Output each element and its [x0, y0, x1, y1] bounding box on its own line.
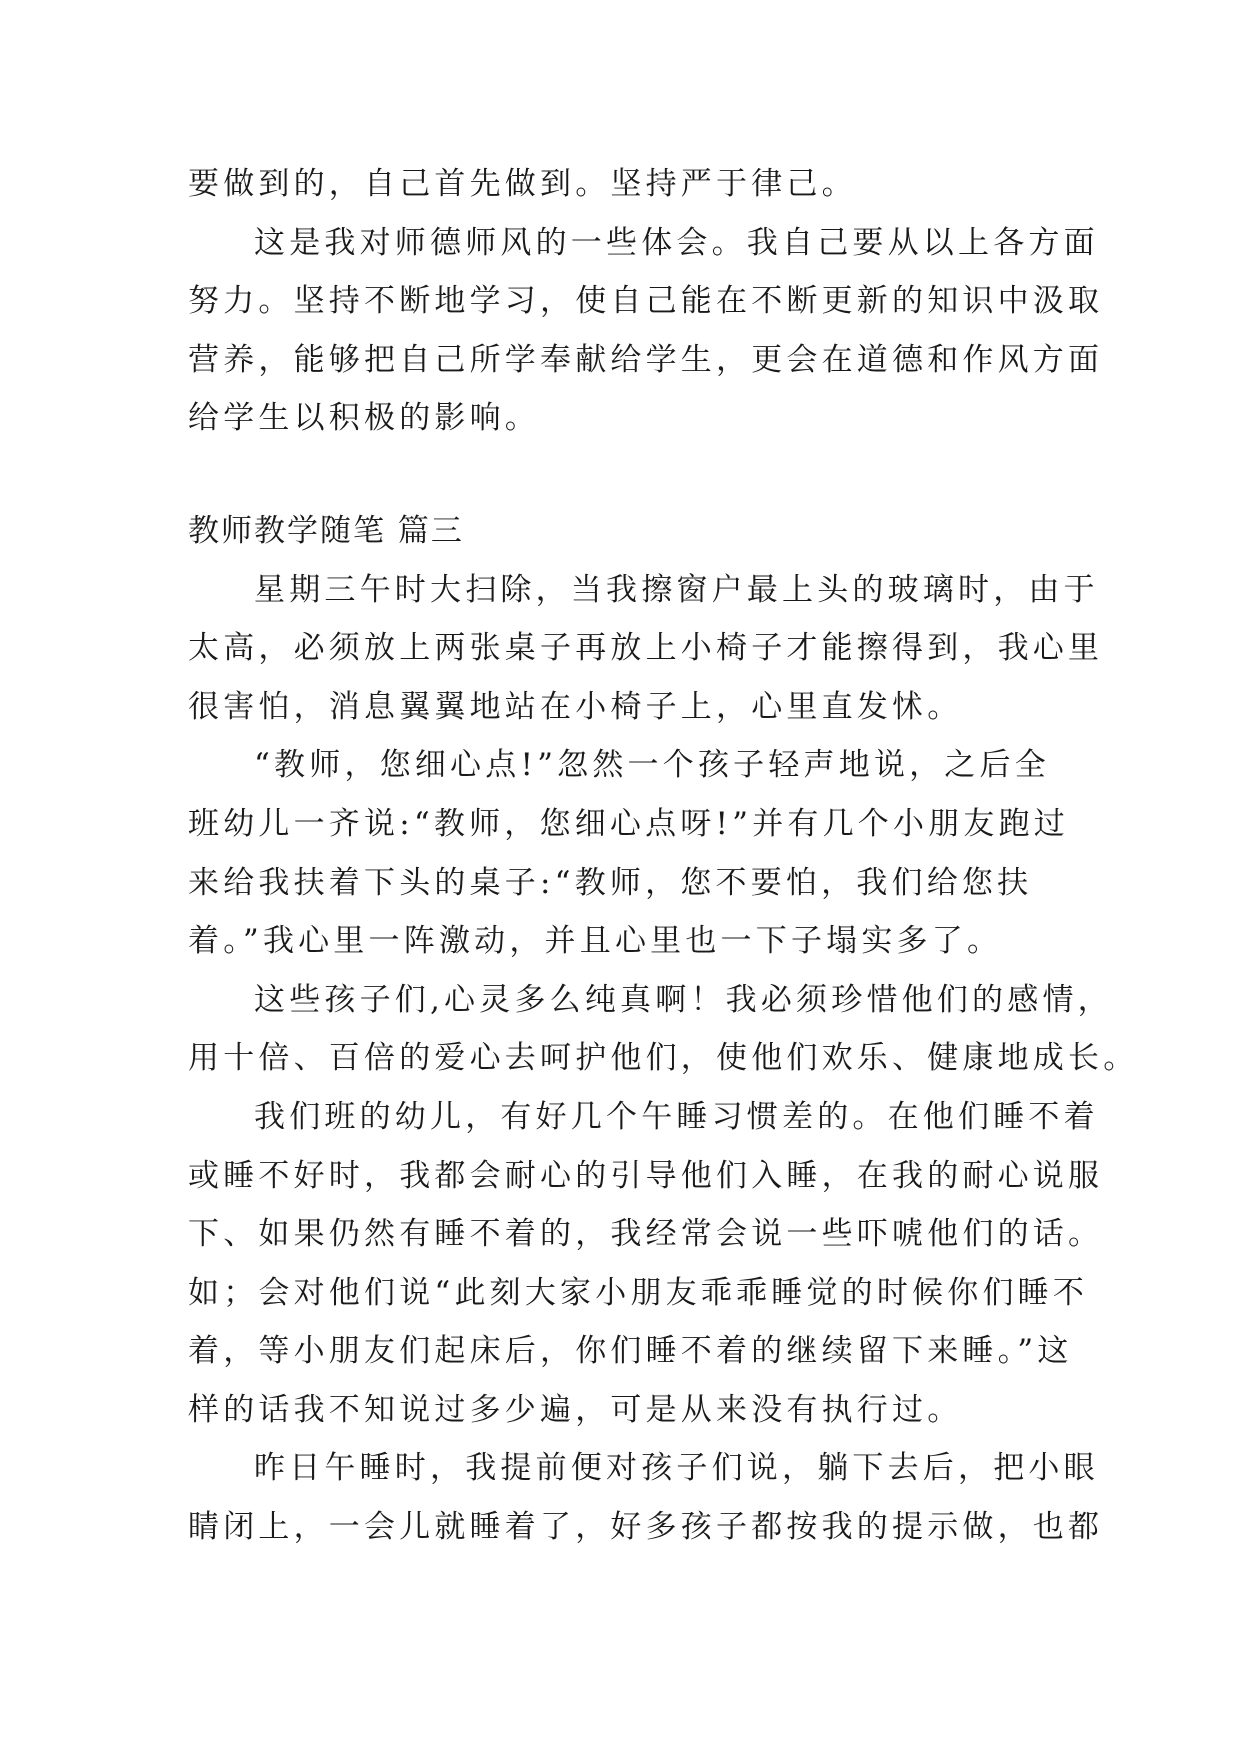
document-body: [188, 155, 1139, 1557]
text-line: 努力。坚持不断地学习，使自己能在不断更新的知识中汲取: [188, 283, 1104, 320]
text-line: 或睡不好时，我都会耐心的引导他们入睡，在我的耐心说服: [188, 1157, 1104, 1194]
paragraph-cleaning: [188, 561, 1104, 737]
text-line: 着，等小朋友们起床后，你们睡不着的继续留下来睡。”这: [188, 1333, 1073, 1370]
section-title: 教师教学随笔 篇三: [188, 512, 464, 549]
paragraph-innocence: [188, 971, 1139, 1088]
paragraph-yesterday-nap: [188, 1439, 1104, 1556]
text-line: 班幼儿一齐说:“教师，您细心点呀!”并有几个小朋友跑过: [188, 805, 1069, 842]
text-line: 太高，必须放上两张桌子再放上小椅子才能擦得到，我心里: [188, 630, 1104, 667]
text-line: 如；会对他们说“此刻大家小朋友乖乖睡觉的时候你们睡不: [188, 1274, 1089, 1311]
section-spacer: [188, 448, 1058, 502]
text-line: 很害怕，消息翼翼地站在小椅子上，心里直发怵。: [188, 688, 963, 725]
text-line: 下、如果仍然有睡不着的，我经常会说一些吓唬他们的话。: [188, 1216, 1104, 1253]
text-line: 给学生以积极的影响。: [188, 400, 540, 437]
text-line: 星期三午时大扫除，当我擦窗户最上头的玻璃时，由于: [254, 571, 1099, 608]
text-line: 要做到的，自己首先做到。坚持严于律己。: [188, 166, 857, 202]
text-line: 着。”我心里一阵激动，并且心里也一下子塌实多了。: [188, 923, 1003, 960]
text-line: 睛闭上，一会儿就睡着了，好多孩子都按我的提示做，也都: [188, 1509, 1104, 1546]
text-line: 这些孩子们,心灵多么纯真啊！我必须珍惜他们的感情，: [254, 981, 1113, 1018]
paragraph-children-care: [188, 736, 1069, 970]
text-line: 我们班的幼儿，有好几个午睡习惯差的。在他们睡不着: [254, 1098, 1099, 1135]
paragraph-reflection: [188, 214, 1104, 448]
text-line: 昨日午睡时，我提前便对孩子们说，躺下去后，把小眼: [254, 1450, 1099, 1487]
text-line: 营养，能够把自己所学奉献给学生，更会在道德和作风方面: [188, 341, 1104, 378]
text-line: 样的话我不知说过多少遍，可是从来没有执行过。: [188, 1391, 963, 1428]
text-line: 这是我对师德师风的一些体会。我自己要从以上各方面: [254, 224, 1099, 261]
text-line: 来给我扶着下头的桌子:“教师，您不要怕，我们给您扶: [188, 864, 1033, 901]
paragraph-continuation: [188, 155, 1058, 214]
text-line: “教师，您细心点!”忽然一个孩子轻声地说，之后全: [254, 747, 1050, 784]
text-line: 用十倍、百倍的爱心去呵护他们，使他们欢乐、健康地成长。: [188, 1040, 1139, 1077]
paragraph-nap-habits: [188, 1088, 1104, 1440]
